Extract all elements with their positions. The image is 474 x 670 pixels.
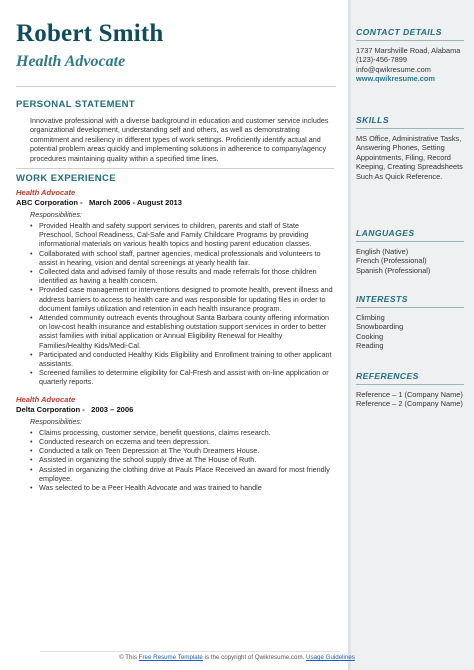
job-role: Health Advocate [16,188,76,198]
references-divider [356,384,464,385]
job-company-line [16,198,334,207]
job-company: ABC Corporation - [16,198,83,208]
personal-statement-heading: PERSONAL STATEMENT [16,99,136,110]
contact-phone: (123)-456-7899 [356,55,407,65]
list-item: • Claims processing, customer service, benefit questions, claims research. [30,428,334,437]
section-divider [16,168,334,169]
main-column [16,99,334,492]
footer [0,654,474,661]
interest-item: Snowboarding [356,322,404,332]
job-entry [16,188,334,387]
usage-guidelines-link[interactable]: Usage Guidelines [306,654,355,661]
interest-item: Climbing [356,313,385,322]
reference-item: Reference – 1 (Company Name) [356,390,463,399]
personal-statement-text: Innovative professional with a diverse background in education and customer service includes organizational development, understanding self and others, as well as demonstrating commitment and resiliency in different types of work settings. Proficiently identify actual and potential problem areas quickly and implementing solutions in adherence to company/agency procedures maintaining quality within a specified time lines. [30,116,329,163]
list-item: • Conducted a talk on Teen Depression at The Youth Dreamers House. [30,446,334,455]
footer-middle: is the copyright of Qwikresume.com. [202,654,307,661]
list-item: • Assisted in organizing the school supply drive at The House of Ruth. [30,455,334,464]
list-item: • Was selected to be a Peer Health Advocate and was trained to handle [30,483,334,492]
list-item: • Collected data and advised family of those results and made referrals for those children identified as having a health concern. [30,267,334,285]
list-item: • Collaborated with school staff, partner agencies, medical professionals and volunteers to assist in hearing, vision and dental screenings at yearly health fair. [30,249,334,267]
list-item: • Screened families to determine eligibility for Cal-Fresh and assist with on-line application or quarterly reports. [30,368,334,386]
interest-item: Cooking [356,331,384,341]
language-item: English (Native) [356,247,409,256]
interests-divider [356,307,464,308]
languages-heading: LANGUAGES [356,228,415,238]
job-dates: 2003 – 2006 [91,404,134,414]
responsibilities-label: Responsibilities: [30,210,82,220]
skills-divider [356,128,464,129]
contact-address: 1737 Marshville Road, Alabama [356,46,461,55]
list-item: • Conducted research on eczema and teen depression. [30,437,334,446]
contact-email[interactable]: info@qwikresume.com [356,64,431,74]
languages-divider [356,241,464,242]
contact-divider [356,40,464,41]
sidebar-stripe [348,0,351,670]
interests-heading: INTERESTS [356,294,408,304]
footer-divider [40,651,340,652]
footer-prefix: © This [119,654,139,661]
responsibilities-list [30,221,334,387]
list-item: • Attended community outreach events throughout Santa Barbara county offering information on low-cost health insurance and establishing outstation support services in order to better assist families with initial application or Annual Eligibility Renewal for Healthy Families/Healthy Kids/Medi-Cal. [30,313,334,350]
job-dates: March 2006 - August 2013 [89,198,182,208]
job-company: Delta Corporation - [16,404,85,414]
contact-website-link[interactable]: www.qwikresume.com [356,74,435,84]
candidate-name: Robert Smith [16,20,164,47]
language-item: French (Professional) [356,256,427,266]
references-section [356,371,472,409]
contact-heading: CONTACT DETAILS [356,27,442,37]
skills-text: MS Office, Administrative Tasks, Answering Phones, Setting Appointments, Filing, Record Keeping, Creating Spreadsheets Such As Quick Reference. [356,134,463,181]
languages-section [356,228,472,275]
job-company-line [16,405,334,414]
list-item: • Provided case management or interventions designed to promote health, prevent illness and address barriers to access to health care and was responsible for updating files in order to document familys utilization and retention in each health insurance program. [30,285,334,313]
references-heading: REFERENCES [356,371,419,381]
skills-section [356,115,472,181]
list-item: • Assisted in organizing the clothing drive at Pauls Place Received an award for most friendly employee. [30,465,334,483]
job-role: Health Advocate [16,394,76,404]
header-divider [16,86,336,87]
contact-section [356,27,472,83]
list-item: • Provided Health and safety support services to children, parents and staff of State Preschool, School Readiness, Cal-Safe and Family Childcare Programs by providing informational materials on various health topics and hosting parent education classes. [30,221,334,249]
responsibilities-label: Responsibilities: [30,416,82,426]
skills-heading: SKILLS [356,115,389,125]
language-item: Spanish (Professional) [356,265,431,275]
interests-section [356,294,472,351]
job-entry [16,395,334,492]
reference-item: Reference – 2 (Company Name) [356,399,463,409]
responsibilities-list [30,428,334,492]
interest-item: Reading [356,341,384,351]
work-experience-heading: WORK EXPERIENCE [16,173,116,185]
free-resume-template-link[interactable]: Free Resume Template [138,654,203,661]
list-item: • Participated and conducted Healthy Kids Eligibility and Enrollment training to other applicant assistants. [30,350,334,368]
candidate-title: Health Advocate [16,53,126,70]
